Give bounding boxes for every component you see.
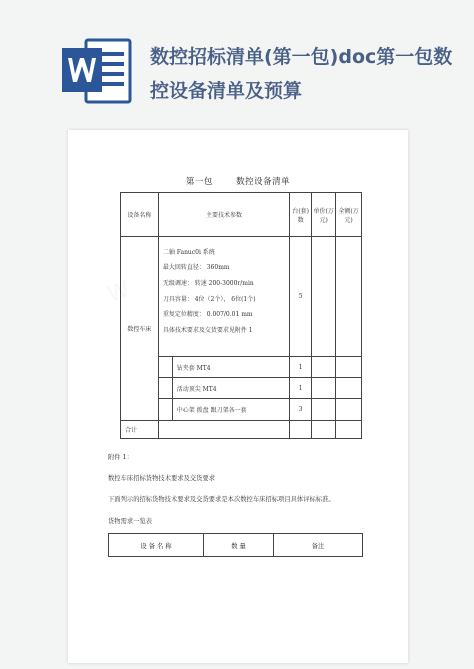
blank-cell	[158, 399, 172, 421]
total-label: 合计	[121, 421, 159, 439]
device-cell: 数控车床	[121, 237, 159, 421]
total-cell	[336, 378, 362, 399]
table-row	[121, 237, 362, 357]
accessory-name: 钻夹套 MT4	[172, 357, 289, 378]
document-title	[68, 175, 408, 187]
total-cell	[336, 399, 362, 421]
blank-cell	[336, 421, 362, 439]
equipment-table	[120, 192, 362, 439]
blank-cell	[290, 421, 312, 439]
spec-line: 重复定位精度： 0.007/0.01 mm	[162, 311, 253, 319]
header-device-name: 设备名称	[121, 193, 159, 237]
table-header-row	[121, 193, 362, 237]
accessory-name: 活动顶尖 MT4	[172, 378, 289, 399]
goods-table	[108, 533, 363, 557]
title-package: 第一包	[185, 177, 213, 187]
spec-line: 无级调速： 转速 200-3000r/min	[162, 279, 254, 287]
blank-cell	[158, 357, 172, 378]
document-page	[68, 130, 408, 663]
header-device-name: 设 备 名 称	[109, 534, 204, 557]
header-unit-price: 单价(万元)	[312, 193, 336, 237]
paragraph: 下面列示的招标货物技术要求及交货要求是本次数控车床招标项目具体评标标准。	[108, 496, 335, 503]
quantity-cell: 5	[290, 237, 312, 357]
spec-line: 最大回转直径： 360mm	[162, 264, 230, 272]
header-quantity: 台(套)数	[290, 193, 312, 237]
header-quantity: 数 量	[204, 534, 274, 557]
blank-cell	[158, 421, 289, 439]
blank-cell	[158, 378, 172, 399]
spec-line: 二轴 Fanuc0i 系统	[162, 248, 215, 256]
spec-line: 具体技术要求及交货要求见附件 1	[162, 326, 253, 334]
page-title: 数控招标清单(第一包)doc第一包数控设备清单及预算	[150, 46, 453, 102]
header-remarks: 备注	[274, 534, 363, 557]
header-total: 全额(万元)	[336, 193, 362, 237]
word-logo-icon	[62, 38, 134, 104]
specs-cell	[158, 237, 289, 357]
spec-line: 刀具容量： 4位（2个）， 6位(1个)	[162, 295, 256, 303]
unit-price-cell	[312, 357, 336, 378]
header	[0, 0, 474, 118]
blank-cell	[312, 421, 336, 439]
title-list: 数控设备清单	[236, 177, 291, 187]
header-main-params: 主要技术参数	[158, 193, 289, 237]
accessory-qty: 1	[290, 357, 312, 378]
unit-price-cell	[312, 237, 336, 357]
attachment-label: 附件 1：	[108, 454, 133, 461]
accessory-name: 中心架 拨盘 跟刀架各一套	[172, 399, 289, 421]
total-cell	[336, 357, 362, 378]
accessory-qty: 1	[290, 378, 312, 399]
table-total-row	[121, 421, 362, 439]
table-header-row	[109, 534, 363, 557]
total-cell	[336, 237, 362, 357]
list-title: 货物需求一览表	[108, 518, 153, 525]
unit-price-cell	[312, 399, 336, 421]
section-title: 数控车床招标货物技术要求及交货要求	[108, 475, 216, 482]
unit-price-cell	[312, 378, 336, 399]
accessory-qty: 3	[290, 399, 312, 421]
